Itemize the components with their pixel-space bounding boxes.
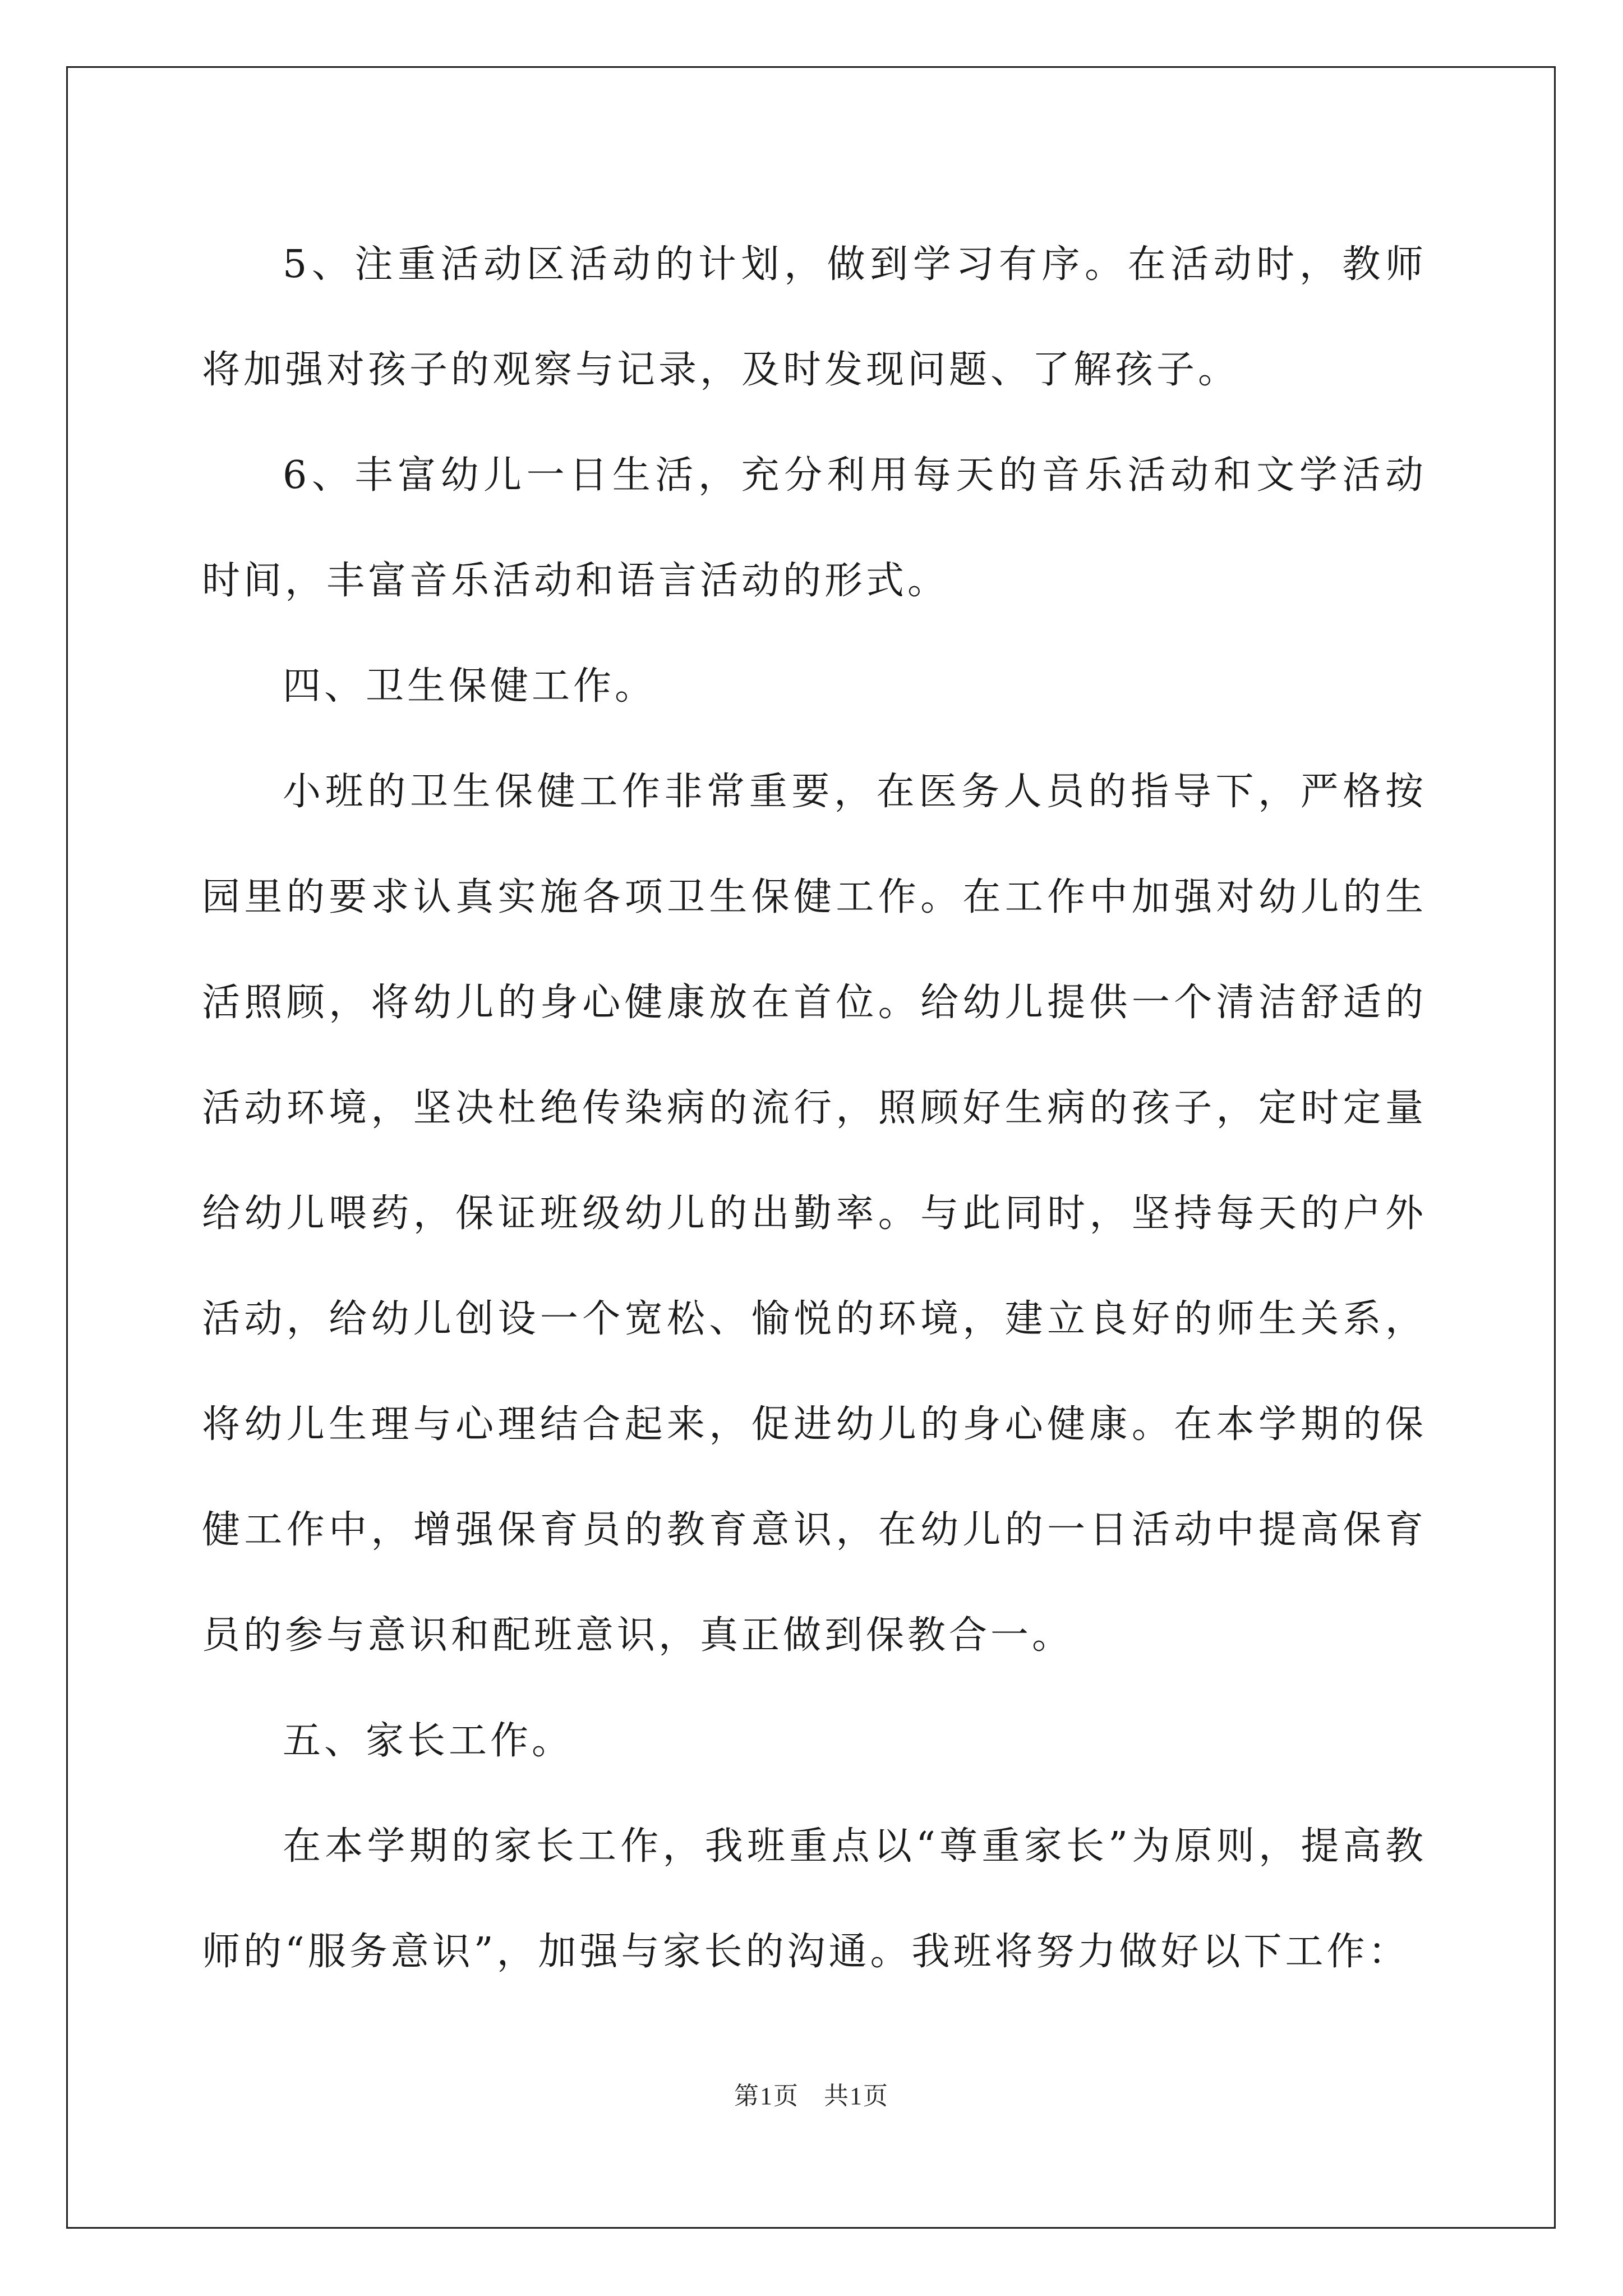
section-heading-parents: 五、家长工作。 — [283, 1719, 574, 1763]
paragraph-item-6: 6、丰富幼儿一日生活，充分利用每天的音乐活动和文学活动时间，丰富音乐活动和语言活动的形式。 — [202, 453, 1427, 603]
page-number: 第1页 — [734, 2082, 799, 2110]
page-total: 共1页 — [824, 2082, 889, 2110]
section-heading-health: 四、卫生保健工作。 — [283, 664, 657, 708]
page-footer — [0, 2076, 1623, 2111]
paragraph-item-5: 5、注重活动区活动的计划，做到学习有序。在活动时，教师将加强对孩子的观察与记录，及时发现问题、了解孩子。 — [202, 242, 1427, 392]
paragraph-parent-work: 在本学期的家长工作，我班重点以“尊重家长”为原则，提高教师的“服务意识”，加强与家长的沟通。我班将努力做好以下工作： — [202, 1824, 1427, 1974]
paragraph-health-care: 小班的卫生保健工作非常重要，在医务人员的指导下，严格按园里的要求认真实施各项卫生保健工作。在工作中加强对幼儿的生活照顾，将幼儿的身心健康放在首位。给幼儿提供一个清洁舒适的活动环境，坚决杜绝传染病的流行，照顾好生病的孩子，定时定量给幼儿喂药，保证班级幼儿的出勤率。与此同时，坚持每天的户外活动，给幼儿创设一个宽松、愉悦的环境，建立良好的师生关系，将幼儿生理与心理结合起来，促进幼儿的身心健康。在本学期的保健工作中，增强保育员的教育意识，在幼儿的一日活动中提高保育员的参与意识和配班意识，真正做到保教合一。 — [202, 770, 1427, 1658]
document-body — [202, 212, 1427, 2005]
